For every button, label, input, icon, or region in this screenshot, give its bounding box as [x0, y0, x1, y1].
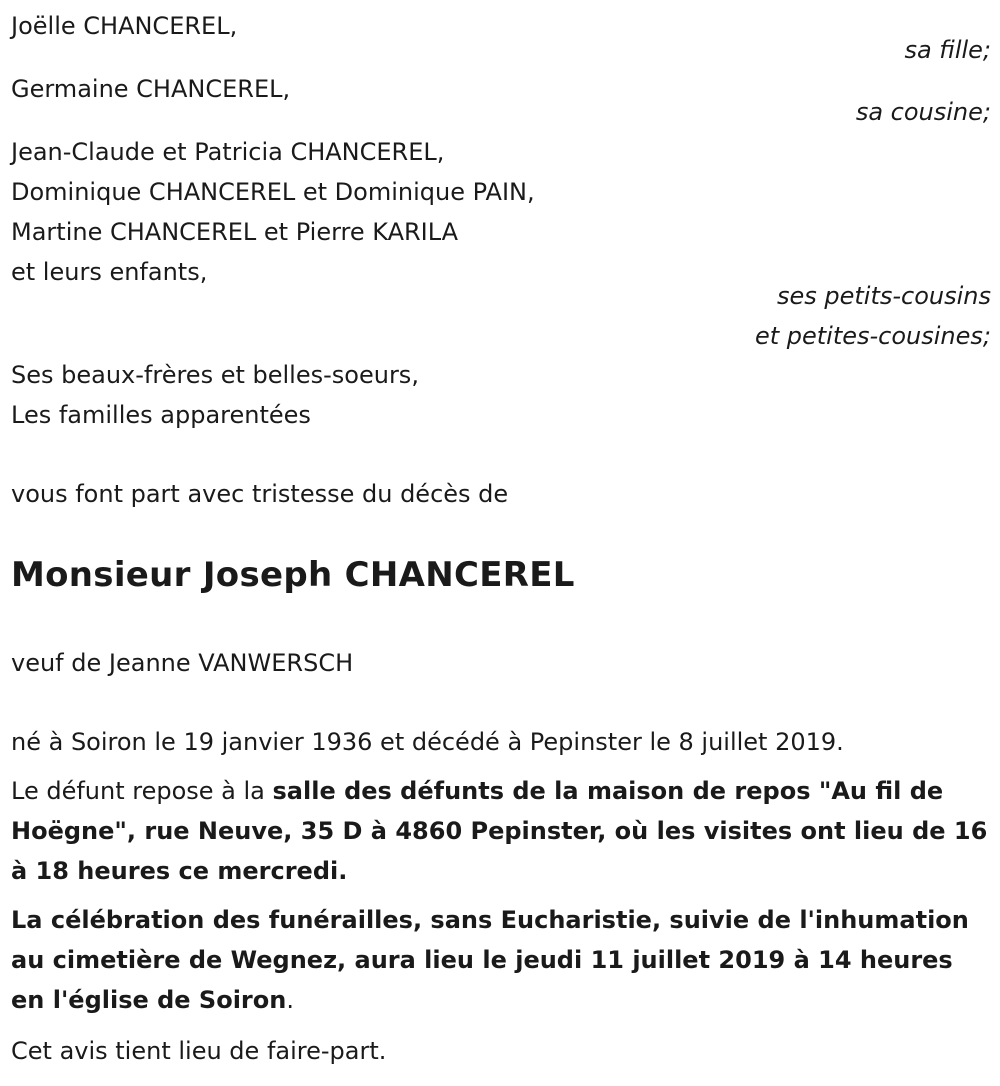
other-family-line: Les familles apparentées: [11, 401, 311, 429]
repose-prefix: Le défunt repose à la: [11, 777, 273, 805]
grandcousin-name-line: et leurs enfants,: [11, 258, 208, 286]
daughter-relation: sa fille;: [904, 36, 991, 64]
deceased-name: Monsieur Joseph CHANCEREL: [11, 555, 575, 595]
cousin-relation: sa cousine;: [855, 98, 991, 126]
repose-details: salle des défunts de la maison de repos "Au fil de Hoëgne", rue Neuve, 35 D à 4860 Pepinster, où les visites ont lieu de 16 à 18 heures ce mercredi.: [11, 777, 988, 885]
repose-paragraph: [11, 771, 991, 891]
grandcousins-relation-line2: et petites-cousines;: [754, 322, 991, 350]
other-family-line: Ses beaux-frères et belles-soeurs,: [11, 361, 419, 389]
birth-death-line: né à Soiron le 19 janvier 1936 et décédé à Pepinster le 8 juillet 2019.: [11, 728, 844, 756]
cousin-name: Germaine CHANCEREL,: [11, 75, 291, 103]
grandcousin-name-line: Dominique CHANCEREL et Dominique PAIN,: [11, 178, 535, 206]
widower-of: veuf de Jeanne VANWERSCH: [11, 649, 354, 677]
closing-line: Cet avis tient lieu de faire-part.: [11, 1037, 387, 1065]
grandcousin-name-line: Martine CHANCEREL et Pierre KARILA: [11, 218, 459, 246]
announcement-intro: vous font part avec tristesse du décès de: [11, 480, 509, 508]
daughter-name: Joëlle CHANCEREL,: [11, 12, 238, 40]
funeral-paragraph: [11, 900, 991, 1020]
grandcousins-relation-line1: ses petits-cousins: [776, 282, 991, 310]
grandcousin-name-line: Jean-Claude et Patricia CHANCEREL,: [11, 138, 445, 166]
funeral-details: La célébration des funérailles, sans Eucharistie, suivie de l'inhumation au cimetière de Wegnez, aura lieu le jeudi 11 juillet 2019 à 14 heures en l'église de Soiron: [11, 906, 969, 1014]
funeral-suffix: .: [286, 986, 294, 1014]
